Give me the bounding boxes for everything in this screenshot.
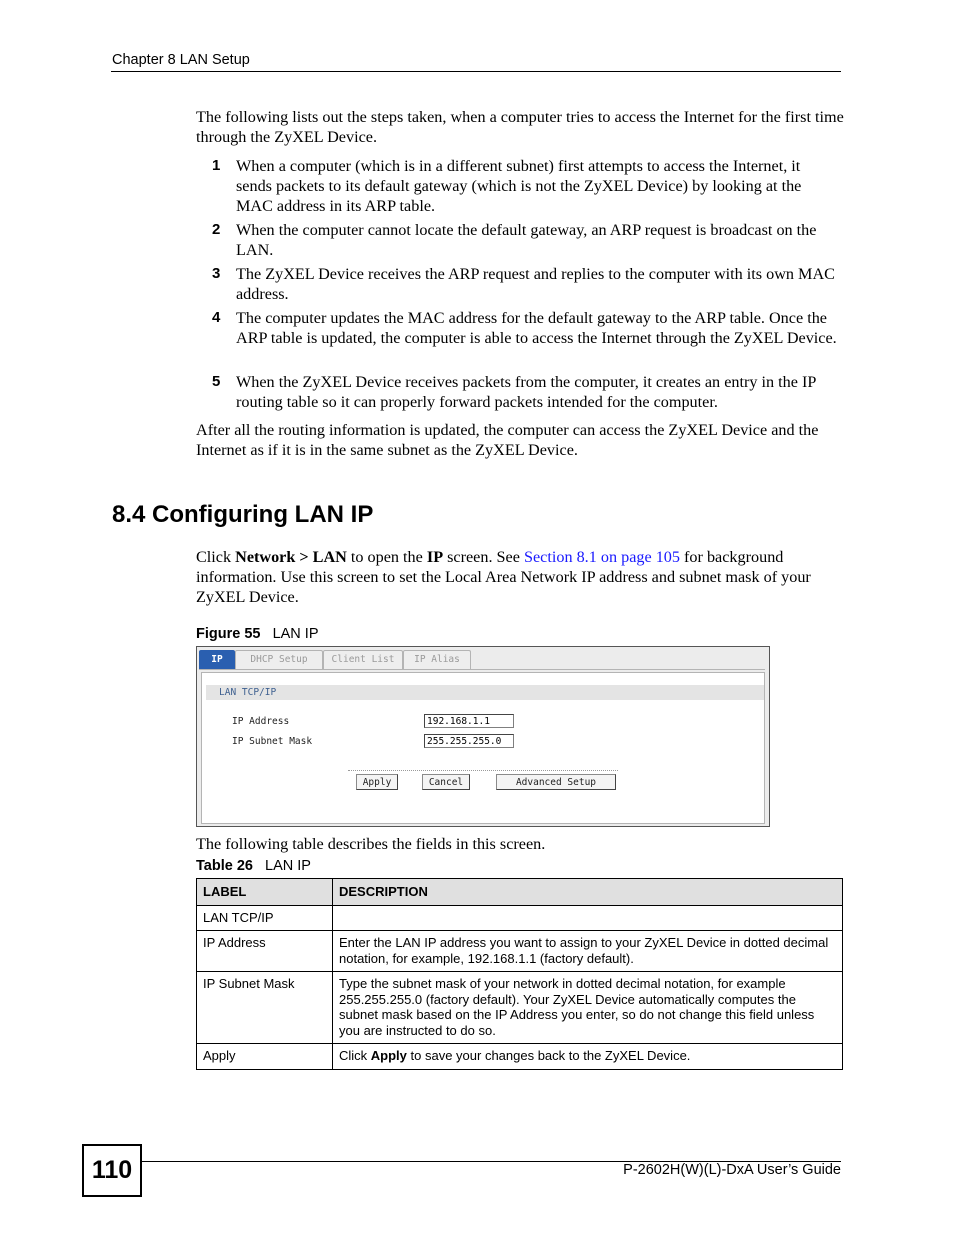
button-separator (348, 770, 618, 771)
figure-caption: Figure 55 LAN IP (196, 626, 319, 642)
tab-ip-alias[interactable]: IP Alias (403, 650, 471, 669)
step-number: 5 (212, 373, 221, 390)
table-caption: Table 26 LAN IP (196, 858, 311, 874)
row-description (333, 905, 843, 931)
row-label: IP Subnet Mask (197, 972, 333, 1044)
ip-address-input[interactable]: 192.168.1.1 (424, 714, 514, 728)
screen-name: IP (426, 548, 444, 566)
panel-title: LAN TCP/IP (206, 685, 764, 700)
row-label: LAN TCP/IP (197, 905, 333, 931)
subnet-mask-label: IP Subnet Mask (232, 736, 313, 747)
section-paragraph: Click Network > LAN to open the IP screen. See Section 8.1 on page 105 for background information. Use this screen to set the Local Area Network IP address and subnet mask of your ZyXEL Device. (196, 548, 811, 606)
intro-paragraph: The following lists out the steps taken, when a computer tries to access the Internet for the first time through the ZyXEL Device. (196, 108, 844, 146)
tab-underline (199, 669, 765, 670)
subnet-mask-input[interactable]: 255.255.255.0 (424, 734, 514, 748)
row-description: Enter the LAN IP address you want to assign to your ZyXEL Device in dotted decimal notation, for example, 192.168.1.1 (factory default). (333, 931, 843, 972)
lan-ip-screenshot (196, 646, 770, 827)
advanced-setup-button[interactable]: Advanced Setup (496, 774, 616, 790)
lan-tcpip-panel (201, 672, 765, 824)
tab-ip[interactable]: IP (199, 650, 235, 669)
header-label: LABEL (197, 879, 333, 906)
step-text: The computer updates the MAC address for the default gateway to the ARP table. Once the ARP table is updated, the computer is able to access the Internet through the ZyXEL Device. (236, 309, 837, 347)
row-label: Apply (197, 1044, 333, 1070)
cancel-button[interactable]: Cancel (422, 774, 470, 790)
page-number: 110 (82, 1144, 142, 1197)
table-row (197, 931, 843, 972)
lan-ip-table (196, 878, 843, 1070)
table-row (197, 905, 843, 931)
guide-name: P-2602H(W)(L)-DxA User’s Guide (623, 1162, 841, 1178)
step-text: When a computer (which is in a different subnet) first attempts to access the Internet, it sends packets to its default gateway (which is not the ZyXEL Device) by looking at the MAC address in its ARP table. (236, 157, 802, 215)
section-title: 8.4 Configuring LAN IP (112, 501, 374, 528)
apply-button[interactable]: Apply (356, 774, 398, 790)
step-text: The ZyXEL Device receives the ARP request and replies to the computer with its own MAC address. (236, 265, 835, 303)
table-intro: The following table describes the fields in this screen. (196, 835, 546, 853)
table-row (197, 972, 843, 1044)
ip-address-label: IP Address (232, 716, 290, 727)
row-description: Click Apply to save your changes back to the ZyXEL Device. (333, 1044, 843, 1070)
row-description: Type the subnet mask of your network in dotted decimal notation, for example 255.255.255.0 (factory default). Your ZyXEL Device automatically computes the subnet mask based on the IP Address you enter, so do not change this field unless you are instructed to do so. (333, 972, 843, 1044)
section-link[interactable]: Section 8.1 on page 105 (523, 548, 680, 566)
step-number: 3 (212, 265, 221, 282)
menu-path: Network > LAN (235, 548, 347, 566)
row-label: IP Address (197, 931, 333, 972)
tab-dhcp-setup[interactable]: DHCP Setup (235, 650, 323, 669)
running-head: Chapter 8 LAN Setup (112, 52, 250, 68)
step-number: 2 (212, 221, 221, 238)
after-steps-paragraph: After all the routing information is updated, the computer can access the ZyXEL Device and the Internet as if it is in the same subnet as the ZyXEL Device. (196, 421, 819, 459)
table-row (197, 1044, 843, 1070)
step-text: When the ZyXEL Device receives packets from the computer, it creates an entry in the IP routing table so it can properly forward packets intended for the computer. (236, 373, 816, 411)
tab-client-list[interactable]: Client List (323, 650, 403, 669)
header-description: DESCRIPTION (333, 879, 843, 906)
step-text: When the computer cannot locate the default gateway, an ARP request is broadcast on the LAN. (236, 221, 817, 259)
header-rule (111, 71, 841, 72)
step-number: 1 (212, 157, 221, 174)
step-number: 4 (212, 309, 221, 326)
tab-bar (199, 650, 765, 669)
table-header-row (197, 879, 843, 906)
